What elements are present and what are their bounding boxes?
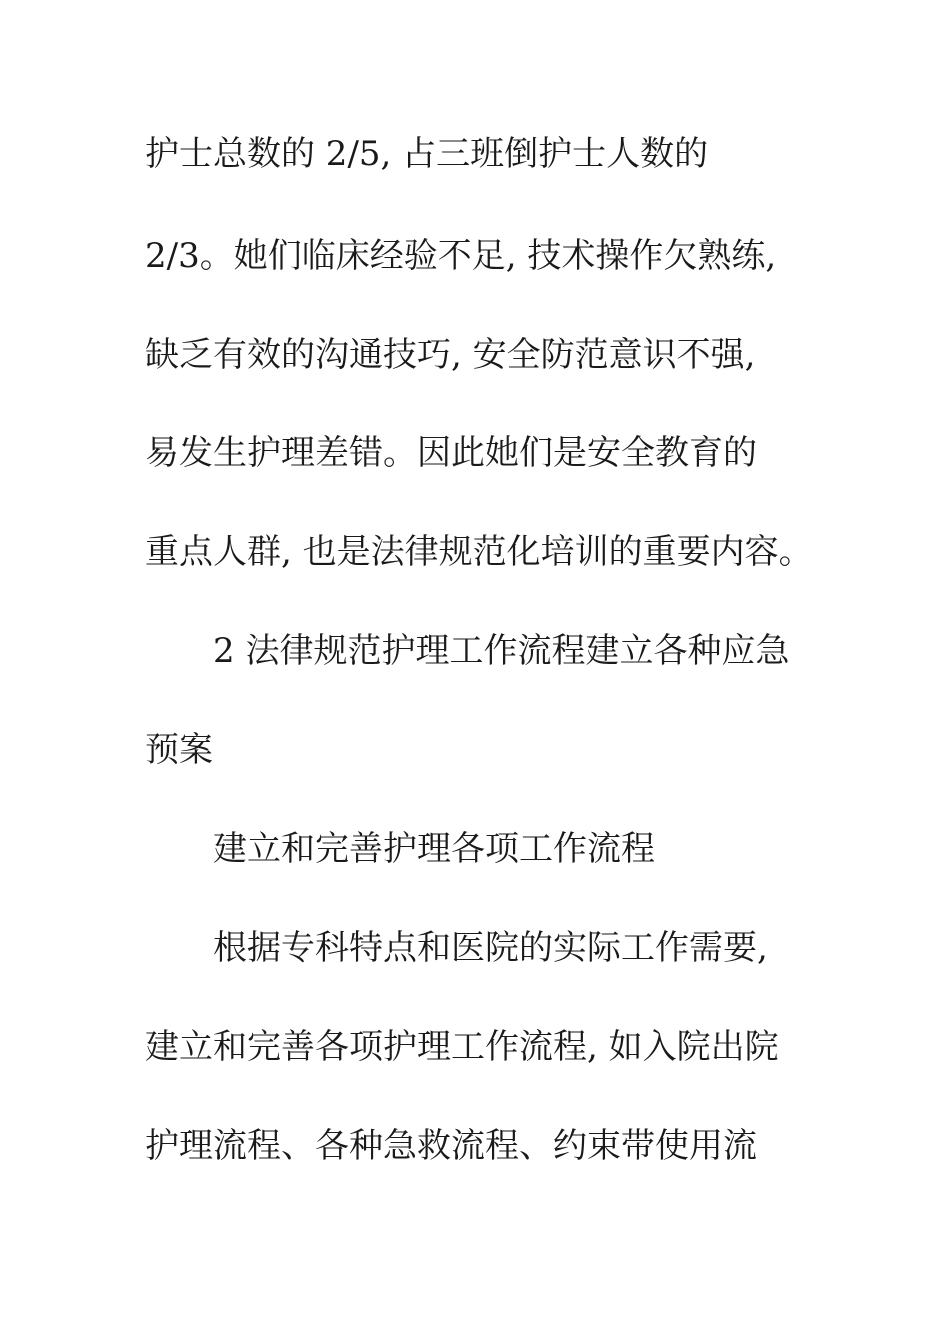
text-line-6: 根据专科特点和医院的实际工作需要, bbox=[213, 928, 768, 968]
text-line-3: 缺乏有效的沟通技巧, 安全防范意识不强, bbox=[145, 335, 756, 375]
text-line-8: 护理流程、各种急救流程、约束带使用流 bbox=[145, 1126, 757, 1166]
section-heading-line-1: 2 法律规范护理工作流程建立各种应急 bbox=[213, 631, 790, 671]
text-line-2: 2/3。她们临床经验不足, 技术操作欠熟练, bbox=[145, 236, 777, 276]
text-line-1: 护士总数的 2/5, 占三班倒护士人数的 bbox=[145, 134, 709, 174]
text-line-4: 易发生护理差错。因此她们是安全教育的 bbox=[145, 433, 757, 473]
section-heading-line-2: 预案 bbox=[145, 730, 213, 770]
text-line-5: 重点人群, 也是法律规范化培训的重要内容。 bbox=[145, 532, 813, 572]
subsection-heading: 建立和完善护理各项工作流程 bbox=[213, 829, 655, 869]
text-line-7: 建立和完善各项护理工作流程, 如入院出院 bbox=[145, 1027, 779, 1067]
